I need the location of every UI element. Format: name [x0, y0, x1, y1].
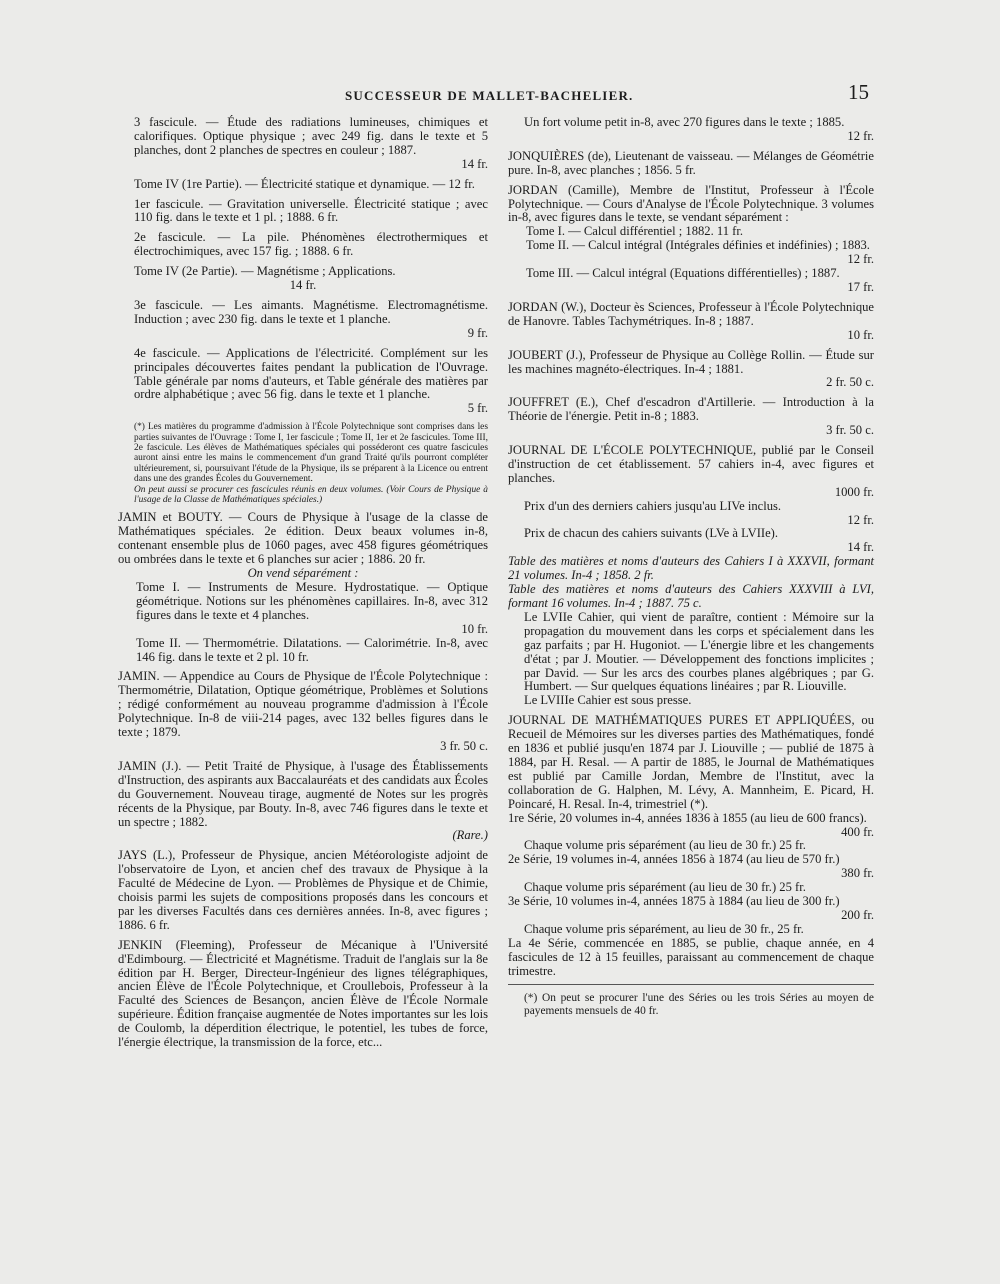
list-item: [118, 198, 488, 226]
footnote-text: On peut aussi se procurer ces fascicules réunis en deux volumes. (Voir Cours de Physique à l'usage de la Classe de Mathématiques spéciales.): [134, 484, 488, 506]
entry-text: Table des matières et noms d'auteurs des Cahiers I à XXXVII, formant 21 volumes. In-4 ; 1858. 2 fr.: [508, 554, 874, 583]
entry-text: Le LVIIIe Cahier est sous presse.: [524, 693, 692, 708]
entry-price: 12 fr.: [847, 252, 874, 267]
entry-text: JOUFFRET (E.), Chef d'escadron d'Artillerie. — Introduction à la Théorie de l'énergie. Petit in-8 ; 1883.: [508, 395, 874, 424]
entry-text: Tome I. — Calcul différentiel ; 1882. 11 fr.: [526, 224, 744, 239]
footnote-text: (*) Les matières du programme d'admission à l'École Polytechnique sont comprises dans les parties suivantes de l'Ouvrage : Tome I, 1er fascicule ; Tome II, 1er et 2e fascicules. Tome III, 2e fascicule. Les élèves de Mathématiques spéciales qui posséderont ces quatre fascicules auront ainsi entre les mains le commencement d'un grand Traité qu'ils pourront compléter ultérieurement, si, poursuivant l'étude de la Physique, ils se préparent à la Licence ou entrent dans une des grandes Écoles du Gouvernement.: [134, 422, 488, 485]
entry-price: 10 fr.: [847, 327, 874, 342]
entry-text: La 4e Série, commencée en 1885, se publie, chaque année, en 4 fascicules de 12 à 15 feuilles, paraissant au commencement de chaque trimestre.: [508, 935, 874, 978]
list-item: [118, 939, 488, 1050]
list-item: [508, 150, 874, 178]
entry-price: 12 fr.: [847, 512, 874, 527]
entry-text: JAYS (L.), Professeur de Physique, ancien Météorologiste adjoint de l'observatoire de Lyon, et ancien chef des travaux de Physique à la Faculté de Médecine de Lyon. — Problèmes de Physique et de Chimie, choisis parmi les sujets de compositions proposés dans les concours et par les diverses Facultés dans ces dernières années. In-8, avec figures ; 1886. 6 fr.: [118, 848, 488, 932]
entry-text: JAMIN et BOUTY. — Cours de Physique à l'usage de la classe de Mathématiques spéciales. 2e édition. Deux beaux volumes in-8, contenant ensemble plus de 1060 pages, avec 458 figures géométriques ou ombrées dans le texte et 6 planches sur acier ; 1886. 20 fr.: [118, 510, 488, 567]
entry-price: 10 fr.: [461, 621, 488, 636]
footnote: [508, 992, 874, 1018]
entry-text: 3 fascicule. — Étude des radiations lumineuses, chimiques et calorifiques. Optique physique ; avec 249 fig. dans le texte et 5 planches, dont 2 planches de spectres en couleur ; 1887.: [134, 115, 488, 157]
entry-price: 400 fr.: [841, 824, 874, 839]
entry-text: Chaque volume pris séparément (au lieu de 30 fr.) 25 fr.: [524, 838, 806, 853]
list-item: [118, 265, 488, 293]
list-item: [118, 670, 488, 753]
entry-price: 5 fr.: [467, 401, 488, 416]
list-item: [118, 116, 488, 172]
entry-price: 3 fr. 50 c.: [440, 738, 488, 753]
entry-text: Prix d'un des derniers cahiers jusqu'au LIVe inclus.: [524, 498, 782, 513]
footnote-text: (*) On peut se procurer l'une des Séries ou les trois Séries au moyen de payements mensuels de 40 fr.: [524, 992, 874, 1018]
entry-price: 12 fr.: [847, 128, 874, 143]
entry-price: 200 fr.: [841, 907, 874, 922]
entry-text: Tome II. — Thermométrie. Dilatations. — Calorimétrie. In-8, avec 146 fig. dans le texte et 2 pl. 10 fr.: [136, 635, 488, 664]
entry-text: 1er fascicule. — Gravitation universelle. Électricité statique ; avec 110 fig. dans le texte et 1 pl. ; 1888. 6 fr.: [134, 196, 488, 225]
entry-text: 4e fascicule. — Applications de l'électricité. Complément sur les principales découvertes faites pendant la publication de l'Ouvrage. Table générale par noms d'auteurs, et Table générale des matières par ordre alphabétique ; avec 56 fig. dans le texte et 1 planche.: [134, 345, 488, 402]
entry-text: JORDAN (W.), Docteur ès Sciences, Professeur à l'École Polytechnique de Hanovre. Tables Tachymétriques. In-8 ; 1887.: [508, 299, 874, 328]
entry-text: Tome II. — Calcul intégral (Intégrales définies et indéfinies) ; 1883.: [526, 238, 870, 253]
entry-text: JORDAN (Camille), Membre de l'Institut, Professeur à l'École Polytechnique. — Cours d'Analyse de l'École Polytechnique. 3 volumes in-8, avec figures dans le texte, se vendant séparément :: [508, 182, 874, 225]
entry-price: 9 fr.: [467, 325, 488, 340]
list-item: [508, 444, 874, 708]
list-item: [118, 231, 488, 259]
entry-subheading: On vend séparément :: [247, 566, 359, 581]
list-item: [508, 349, 874, 391]
left-column: [118, 116, 488, 1050]
entry-text: 2e fascicule. — La pile. Phénomènes électrothermiques et électrochimiques, avec 157 fig. ; 1888. 6 fr.: [134, 230, 488, 259]
list-item: [508, 184, 874, 295]
list-item: [118, 760, 488, 843]
entry-price: 17 fr.: [847, 279, 874, 294]
entry-price: 14 fr.: [847, 540, 874, 555]
right-column: [508, 116, 874, 1018]
entry-text: JAMIN. — Appendice au Cours de Physique de l'École Polytechnique : Thermométrie, Dilatation, Optique géométrique, Problèmes et Solutions ; rédigé conformément au nouveau programme d'admission à l'École Polytechnique. In-8 de viii-214 pages, avec 132 belles figures dans le texte ; 1879.: [118, 669, 488, 740]
list-item: [118, 849, 488, 932]
running-title: SUCCESSEUR DE MALLET-BACHELIER.: [345, 88, 634, 103]
page-header: [0, 80, 1000, 108]
entry-text: 2e Série, 19 volumes in-4, années 1856 à 1874 (au lieu de 570 fr.): [508, 852, 840, 867]
entry-text: Prix de chacun des cahiers suivants (LVe à LVIIe).: [524, 526, 779, 541]
entry-text: JOUBERT (J.), Professeur de Physique au Collège Rollin. — Étude sur les machines magnéto-électriques. In-4 ; 1881.: [508, 347, 874, 376]
page-number: 15: [848, 80, 869, 104]
entry-text: Tome III. — Calcul intégral (Equations différentielles) ; 1887.: [526, 266, 840, 281]
entry-text: Chaque volume pris séparément (au lieu de 30 fr.) 25 fr.: [524, 880, 806, 895]
list-item: [508, 714, 874, 978]
entry-text: Tome IV (1re Partie). — Électricité statique et dynamique. — 12 fr.: [134, 176, 475, 191]
entry-price: 380 fr.: [841, 866, 874, 881]
entry-text: Un fort volume petit in-8, avec 270 figures dans le texte ; 1885.: [524, 115, 845, 129]
entry-text: 3e Série, 10 volumes in-4, années 1875 à 1884 (au lieu de 300 fr.): [508, 894, 840, 909]
entry-price: 14 fr.: [289, 278, 317, 293]
entry-price: 2 fr. 50 c.: [826, 375, 874, 390]
entry-text: Tome IV (2e Partie). — Magnétisme ; Applications.: [134, 264, 396, 279]
entry-text: 1re Série, 20 volumes in-4, années 1836 à 1855 (au lieu de 600 francs).: [508, 810, 867, 825]
footnote: [118, 422, 488, 505]
entry-text: JAMIN (J.). — Petit Traité de Physique, à l'usage des Établissements d'Instruction, des aspirants aux Baccalauréats et des candidats aux Écoles du Gouvernement. Nouveau tirage, augmenté de Notes sur les progrès récents de la Physique, par Bouty. In-8, avec 746 figures dans le texte et un spectre ; 1882.: [118, 758, 488, 829]
list-item: [118, 347, 488, 417]
entry-price: (Rare.): [452, 828, 488, 843]
entry-price: 14 fr.: [461, 156, 488, 171]
entry-text: Tome I. — Instruments de Mesure. Hydrostatique. — Optique géométrique. Notions sur les phénomènes capillaires. In-8, avec 312 figures dans le texte et 4 planches.: [136, 580, 488, 622]
entry-price: 1000 fr.: [834, 484, 874, 499]
list-item: [118, 511, 488, 664]
list-item: [508, 116, 874, 144]
entry-text: 3e fascicule. — Les aimants. Magnétisme. Electromagnétisme. Induction ; avec 230 fig. dans le texte et 1 planche.: [134, 297, 488, 326]
entry-text: Le LVIIe Cahier, qui vient de paraître, contient : Mémoire sur la propagation du mouvement dans les corps et spécialement dans les gaz parfaits ; par H. Hugoniot. — L'énergie libre et les changements d'état ; par J. Moutier. — Développement des fonctions implicites ; par David. — Sur les arcs des courbes planes algébriques ; par G. Humbert. — Sur quelques équations linéaires ; par R. Liouville.: [524, 609, 874, 694]
list-item: [118, 299, 488, 341]
entry-text: Chaque volume pris séparément, au lieu de 30 fr., 25 fr.: [524, 921, 804, 936]
entry-text: JENKIN (Fleeming), Professeur de Mécanique à l'Université d'Edimbourg. — Électricité et Magnétisme. Traduit de l'anglais sur la 8e édition par H. Berger, Directeur-Ingénieur des lignes télégraphiques, ancien Élève de l'École Polytechnique, et Croullebois, Professeur à la Faculté des Sciences de Besançon, ancien Élève de l'École Normale supérieure. Édition française augmentée de Notes importantes sur les lois de Coulomb, la déperdition électrique, le potentiel, les tubes de force, l'énergie électrique, la transmission de la force, etc...: [118, 937, 488, 1050]
entry-text: Table des matières et noms d'auteurs des Cahiers XXXVIII à LVI, formant 16 volumes. In-4 ; 1887. 75 c.: [508, 582, 874, 610]
entry-text: JONQUIÈRES (de), Lieutenant de vaisseau. — Mélanges de Géométrie pure. In-8, avec planches ; 1856. 5 fr.: [508, 148, 874, 177]
list-item: [118, 178, 488, 192]
list-item: [508, 301, 874, 343]
divider: [508, 984, 874, 985]
entry-text: JOURNAL DE L'ÉCOLE POLYTECHNIQUE, publié par le Conseil d'instruction de cet établissement. 57 cahiers in-4, avec figures et planches.: [508, 443, 874, 485]
list-item: [508, 396, 874, 438]
entry-price: 3 fr. 50 c.: [826, 423, 874, 438]
entry-text: JOURNAL DE MATHÉMATIQUES PURES ET APPLIQUÉES, ou Recueil de Mémoires sur les diverses parties des Mathématiques, fondé en 1836 et publié jusqu'en 1874 par J. Liouville ; — publié de 1875 à 1884, par H. Resal. — A partir de 1885, le Journal de Mathématiques est publié par Camille Jordan, Membre de l'Institut, avec la collaboration de G. Halphen, M. Lévy, A. Mannheim, E. Picard, H. Poincaré, H. Resal. In-4, trimestriel (*).: [508, 713, 874, 811]
